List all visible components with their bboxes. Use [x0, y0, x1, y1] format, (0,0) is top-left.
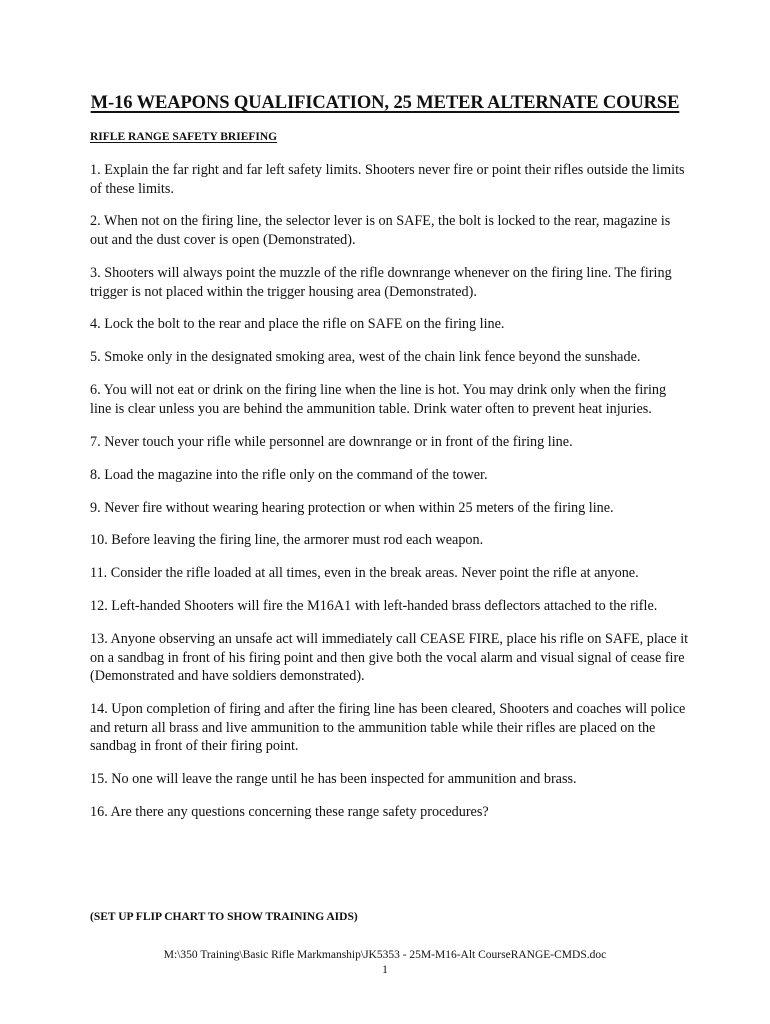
safety-item-5: 5. Smoke only in the designated smoking area, west of the chain link fence beyond the sunshade.: [90, 349, 641, 366]
safety-item-16: 16. Are there any questions concerning these range safety procedures?: [90, 804, 489, 821]
safety-item-12: 12. Left-handed Shooters will fire the M16A1 with left-handed brass deflectors attached to the rifle.: [90, 598, 658, 615]
safety-item-4: 4. Lock the bolt to the rear and place the rifle on SAFE on the firing line.: [90, 316, 505, 333]
safety-item-1: 1. Explain the far right and far left safety limits. Shooters never fire or point their rifles outside the limits of these limits.: [90, 162, 685, 197]
safety-item-14: 14. Upon completion of firing and after the firing line has been cleared, Shooters and coaches will police and return all brass and live ammunition to the ammunition table while their rifles are placed on the sandbag in front of their firing point.: [90, 701, 686, 755]
safety-item-13: 13. Anyone observing an unsafe act will immediately call CEASE FIRE, place his rifle on SAFE, place it on a sandbag in front of his firing point and then give both the vocal alarm and visual signal of cease fire (Demonstrated and have soldiers demonstrated).: [90, 631, 689, 685]
document-title: M-16 WEAPONS QUALIFICATION, 25 METER ALTERNATE COURSE: [90, 93, 680, 113]
closing-instruction: (SET UP FLIP CHART TO SHOW TRAINING AIDS): [90, 911, 358, 923]
safety-items-list: [90, 161, 690, 836]
page-number: 1: [382, 964, 388, 976]
page-footer: [0, 948, 770, 978]
safety-item-10: 10. Before leaving the firing line, the armorer must rod each weapon.: [90, 532, 484, 549]
safety-item-6: 6. You will not eat or drink on the firing line when the line is hot. You may drink only when the firing line is clear unless you are behind the ammunition table. Drink water often to prevent heat injuries.: [90, 382, 667, 417]
section-subtitle: RIFLE RANGE SAFETY BRIEFING: [90, 131, 278, 143]
safety-item-8: 8. Load the magazine into the rifle only on the command of the tower.: [90, 466, 488, 483]
safety-item-11: 11. Consider the rifle loaded at all times, even in the break areas. Never point the rifle at anyone.: [90, 565, 639, 582]
safety-item-15: 15. No one will leave the range until he has been inspected for ammunition and brass.: [90, 771, 577, 788]
footer-file-path: M:\350 Training\Basic Rifle Markmanship\JK5353 - 25M-M16-Alt CourseRANGE-CMDS.doc: [163, 949, 607, 961]
safety-item-7: 7. Never touch your rifle while personnel are downrange or in front of the firing line.: [90, 433, 573, 450]
safety-item-2: 2. When not on the firing line, the selector lever is on SAFE, the bolt is locked to the rear, magazine is out and the dust cover is open (Demonstrated).: [90, 213, 671, 249]
safety-item-3: 3. Shooters will always point the muzzle of the rifle downrange whenever on the firing line. The firing trigger is not placed within the trigger housing area (Demonstrated).: [90, 264, 672, 300]
safety-item-9: 9. Never fire without wearing hearing protection or when within 25 meters of the firing line.: [90, 499, 614, 516]
